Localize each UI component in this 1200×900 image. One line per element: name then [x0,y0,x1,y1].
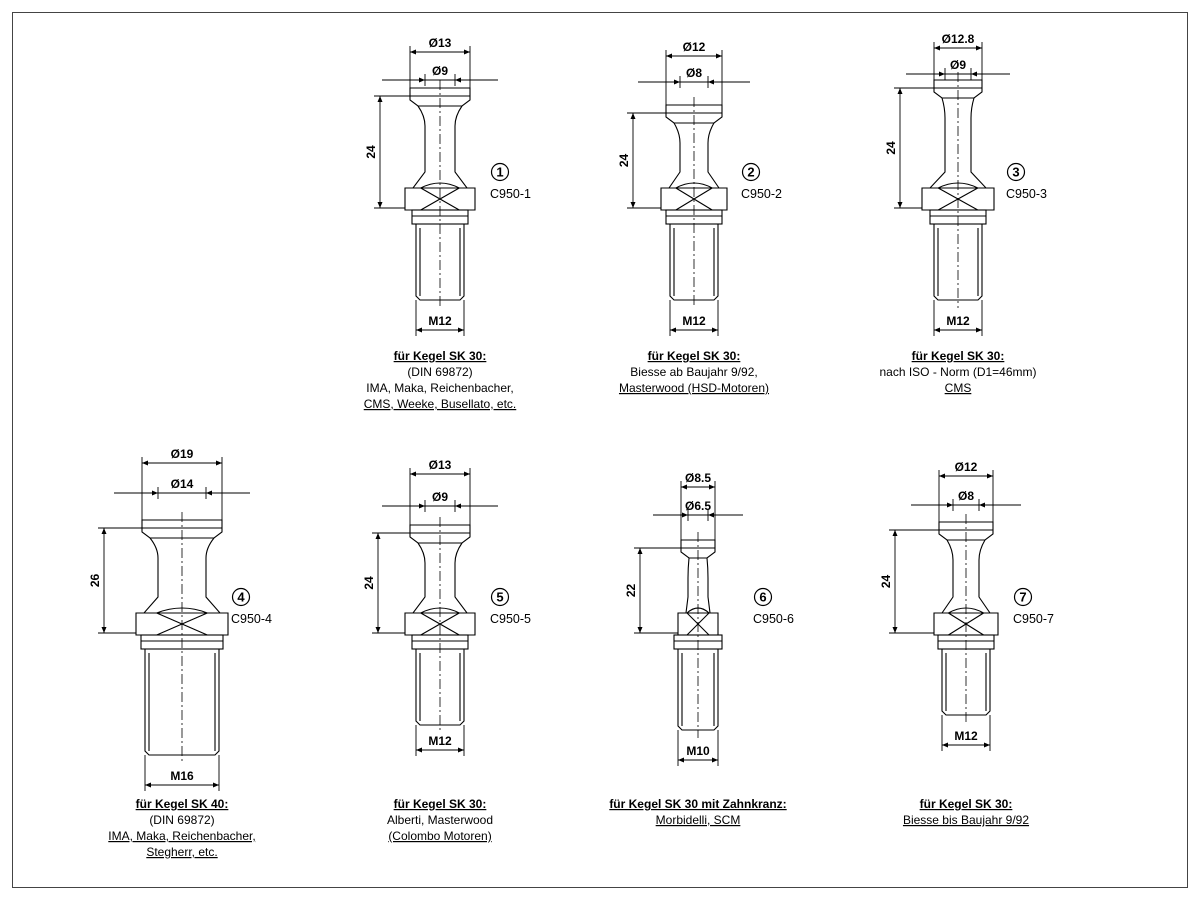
part-code: C950-4 [231,612,272,626]
dim-arrow [145,783,151,788]
caption-line: nach ISO - Norm (D1=46mm) [879,365,1037,379]
dimensions-4 [98,457,250,791]
dim-height: 24 [364,145,378,159]
caption-line: Masterwood (HSD-Motoren) [618,381,770,395]
pin-body-left [661,123,680,210]
dim-arrow [416,748,422,753]
caption-line: Biesse bis Baujahr 9/92 [902,813,1030,827]
caption-title: für Kegel SK 30: [911,349,1005,363]
pin-body-left [922,98,945,210]
dim-height: 24 [617,153,631,168]
pin-body-left [405,106,425,210]
dim-height: 24 [879,574,893,589]
dim-height: 24 [884,141,898,155]
dim-inner-diameter: Ø9 [949,58,967,72]
part-code: C950-6 [753,612,794,626]
dim-arrow [376,533,381,539]
caption-line: CMS, Weeke, Busellato, etc. [363,397,517,411]
pin-body-right [206,538,228,635]
pin-body-right [708,123,727,210]
part-number: 7 [1019,589,1027,605]
dim-arrow [102,627,107,633]
dim-arrow [378,202,383,208]
dim-arrow [631,113,636,119]
caption-title: für Kegel SK 40: [135,797,229,811]
part-number: 1 [496,164,504,180]
dim-arrow [638,627,643,633]
caption-line: (DIN 69872) [407,365,473,379]
caption-line: IMA, Maka, Reichenbacher, [108,829,256,843]
dim-arrow [464,50,470,55]
dim-arrow [455,78,461,83]
dim-height: 24 [362,576,376,590]
dim-arrow [416,328,422,333]
caption-title: für Kegel SK 30: [393,797,487,811]
dim-arrow [670,328,676,333]
dim-inner-diameter: Ø8 [685,66,703,80]
dim-arrow [666,54,672,59]
dim-inner-diameter: Ø6.5 [684,499,712,513]
dim-arrow [378,96,383,102]
dim-arrow [458,748,464,753]
pin-body-left [136,538,158,635]
dim-arrow [419,78,425,83]
pin-body-right [979,540,998,635]
dim-arrow [681,485,687,490]
pin-body-right [455,106,475,210]
dim-arrow [712,328,718,333]
dim-inner-diameter: Ø9 [431,64,449,78]
caption-line: (Colombo Motoren) [388,829,492,843]
dim-inner-diameter: Ø9 [431,490,449,504]
caption-title: für Kegel SK 30 mit Zahnkranz: [609,797,787,811]
dim-arrow [708,80,714,85]
dim-arrow [898,202,903,208]
pin-body-left [405,543,425,635]
dim-outer-diameter: Ø8.5 [684,471,712,485]
dim-thread: M12 [946,314,970,328]
pin-part-7 [934,514,998,723]
caption-title: für Kegel SK 30: [393,349,487,363]
dim-arrow [987,474,993,479]
dim-arrow [419,504,425,509]
caption-title: für Kegel SK 30: [647,349,741,363]
dim-arrow [102,528,107,534]
pin-part-4 [136,512,228,763]
pin-body-left [934,540,953,635]
dim-outer-diameter: Ø12.8 [941,32,975,46]
dim-arrow [712,758,718,763]
caption-title: für Kegel SK 30: [919,797,1013,811]
dim-arrow [898,88,903,94]
dim-arrow [947,503,953,508]
dim-height: 22 [624,583,638,598]
dim-arrow [142,461,148,466]
part-code: C950-3 [1006,187,1047,201]
caption-line: Alberti, Masterwood [386,813,494,827]
dim-arrow [216,461,222,466]
pin-body-right [707,558,718,635]
pin-part-2 [661,97,727,308]
dim-arrow [455,504,461,509]
part-number: 2 [747,164,755,180]
dim-arrow [682,513,688,518]
dim-arrow [979,503,985,508]
dim-arrow [410,472,416,477]
caption-line: CMS [944,381,972,395]
caption-line: Stegherr, etc. [146,845,218,859]
dim-outer-diameter: Ø12 [682,40,706,54]
dim-arrow [152,491,158,496]
caption-line: Biesse ab Baujahr 9/92, [630,365,758,379]
dim-inner-diameter: Ø8 [957,489,975,503]
dim-thread: M12 [682,314,706,328]
dim-arrow [939,474,945,479]
dimensions-1 [374,46,498,336]
dimensions-2 [627,50,750,336]
part-code: C950-5 [490,612,531,626]
dim-arrow [213,783,219,788]
dim-arrow [716,54,722,59]
dim-arrow [984,743,990,748]
dim-arrow [934,46,940,51]
dim-arrow [893,530,898,536]
pin-body-left [678,558,689,635]
pin-part-3 [922,72,994,308]
dim-thread: M16 [170,769,194,783]
dim-arrow [464,472,470,477]
dim-arrow [678,758,684,763]
dim-arrow [976,46,982,51]
pin-part-1 [405,80,475,308]
dim-arrow [971,72,977,77]
part-code: C950-7 [1013,612,1054,626]
dim-inner-diameter: Ø14 [170,477,194,491]
dim-arrow [638,548,643,554]
dim-thread: M12 [428,314,452,328]
caption-line: (DIN 69872) [149,813,215,827]
pin-body-right [971,98,994,210]
dimensions-5 [372,468,498,756]
dim-arrow [939,72,945,77]
dim-height: 26 [88,573,102,588]
dim-outer-diameter: Ø13 [428,36,452,50]
part-number: 3 [1012,164,1020,180]
dim-thread: M12 [954,729,978,743]
dim-arrow [976,328,982,333]
pin-body-right [455,543,475,635]
dim-arrow [708,513,714,518]
part-number: 6 [759,589,767,605]
dim-arrow [631,202,636,208]
dim-arrow [709,485,715,490]
dim-outer-diameter: Ø12 [954,460,978,474]
dim-arrow [942,743,948,748]
dim-arrow [206,491,212,496]
part-number: 5 [496,589,504,605]
part-number: 4 [237,589,245,605]
dim-arrow [410,50,416,55]
dim-outer-diameter: Ø13 [428,458,452,472]
dim-outer-diameter: Ø19 [170,447,194,461]
dim-arrow [674,80,680,85]
part-code: C950-2 [741,187,782,201]
caption-line: IMA, Maka, Reichenbacher, [366,381,514,395]
caption-line: Morbidelli, SCM [655,813,741,827]
dim-arrow [458,328,464,333]
pin-part-6 [674,532,722,738]
part-code: C950-1 [490,187,531,201]
dimensions-3 [894,42,1010,336]
dim-thread: M10 [686,744,710,758]
dim-arrow [934,328,940,333]
dim-arrow [893,627,898,633]
dimensions-6 [634,481,743,766]
dim-thread: M12 [428,734,452,748]
dim-arrow [376,627,381,633]
pin-part-5 [405,517,475,733]
